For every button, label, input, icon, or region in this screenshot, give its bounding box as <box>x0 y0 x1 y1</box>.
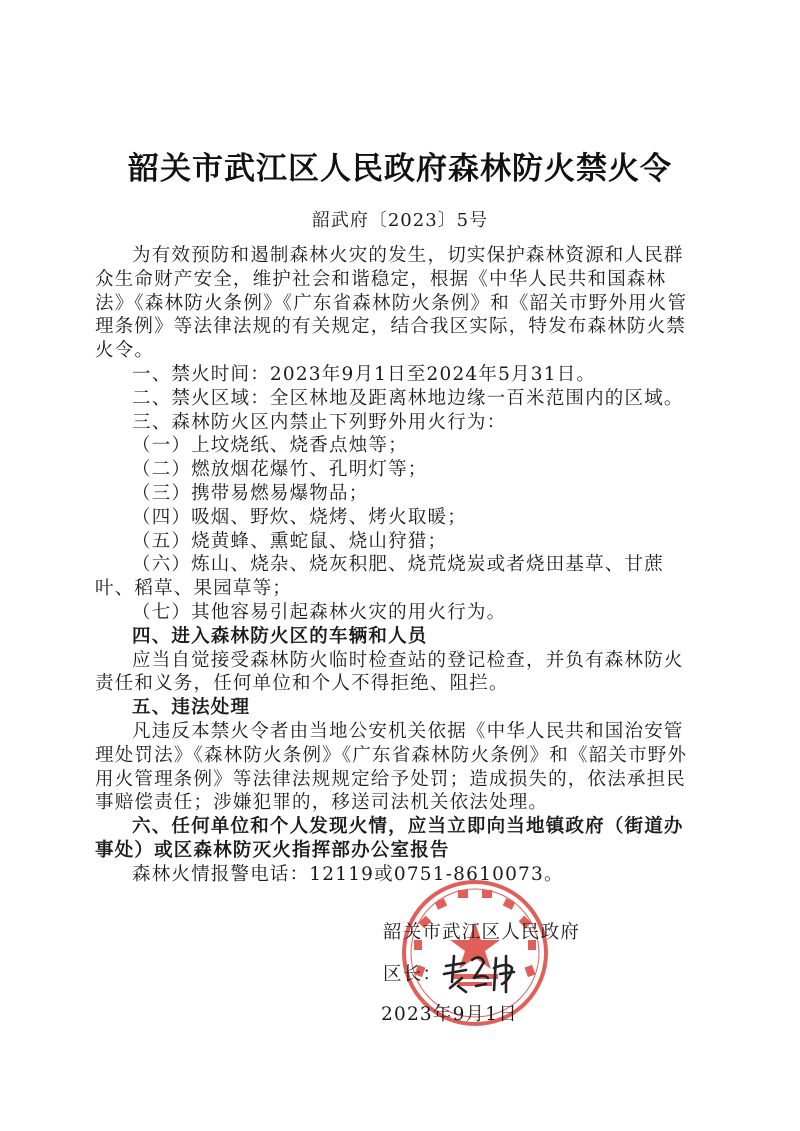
issuing-organization: 韶关市武江区人民政府 <box>383 922 581 943</box>
prohibited-item: （七）其他容易引起森林火灾的用火行为。 <box>132 601 507 623</box>
section-ban-time: 一、禁火时间：2023年9月1日至2024年5月31日。 <box>132 363 597 385</box>
document-title: 韶关市武江区人民政府森林防火禁火令 <box>128 151 672 187</box>
section-ban-area: 二、禁火区域：全区林地及距离林地边缘一百米范围内的区域。 <box>132 387 684 409</box>
section-report-heading: 六、任何单位和个人发现火情，应当立即向当地镇政府（街道办事处）或区森林防灭火指挥部办公室报告 <box>95 816 684 861</box>
prohibited-item: （三）携带易燃易爆物品； <box>132 482 369 504</box>
prohibited-item: （一）上坟烧纸、烧香点烛等； <box>132 435 408 457</box>
prohibited-item: （五）烧黄蜂、熏蛇鼠、烧山狩猎； <box>132 530 448 552</box>
document-body <box>95 244 690 887</box>
intro-paragraph: 为有效预防和遏制森林火灾的发生，切实保护森林资源和人民群众生命财产安全，维护社会和谐稳定，根据《中华人民共和国森林法》《森林防火条例》《广东省森林防火条例》和《韶关市野外用火管理条例》等法律法规的有关规定，结合我区实际，特发布森林防火禁火令。 <box>95 245 688 362</box>
section-violation-body: 凡违反本禁火令者由当地公安机关依据《中华人民共和国治安管理处罚法》《森林防火条例》《广东省森林防火条例》和《韶关市野外用火管理条例》等法律法规规定给予处罚；造成损失的，依法承担民事赔偿责任；涉嫌犯罪的，移送司法机关依法处理。 <box>95 720 688 814</box>
document-number: 韶武府〔2023〕5号 <box>311 210 489 231</box>
prohibited-item: （四）吸烟、野炊、烧烤、烤火取暖； <box>132 506 467 528</box>
head-label: 区长： <box>383 964 443 985</box>
section-violation-heading: 五、违法处理 <box>132 697 251 719</box>
issue-date: 2023年9月1日 <box>381 1004 518 1025</box>
section-prohibited-heading: 三、森林防火区内禁止下列野外用火行为： <box>132 411 507 433</box>
section-vehicles-heading: 四、进入森林防火区的车辆和人员 <box>132 625 428 647</box>
prohibited-item: （六）炼山、烧杂、烧灰积肥、烧荒烧炭或者烧田基草、甘蔗叶、稻草、果园草等； <box>95 554 664 600</box>
handwritten-signature-icon <box>440 948 520 998</box>
prohibited-item: （二）燃放烟花爆竹、孔明灯等； <box>132 459 428 481</box>
section-vehicles-body: 应当自觉接受森林防火临时检查站的登记检查，并负有森林防火责任和义务，任何单位和个人不得拒绝、阻拦。 <box>95 649 684 695</box>
report-phone: 森林火情报警电话：12119或0751-8610073。 <box>132 863 564 885</box>
